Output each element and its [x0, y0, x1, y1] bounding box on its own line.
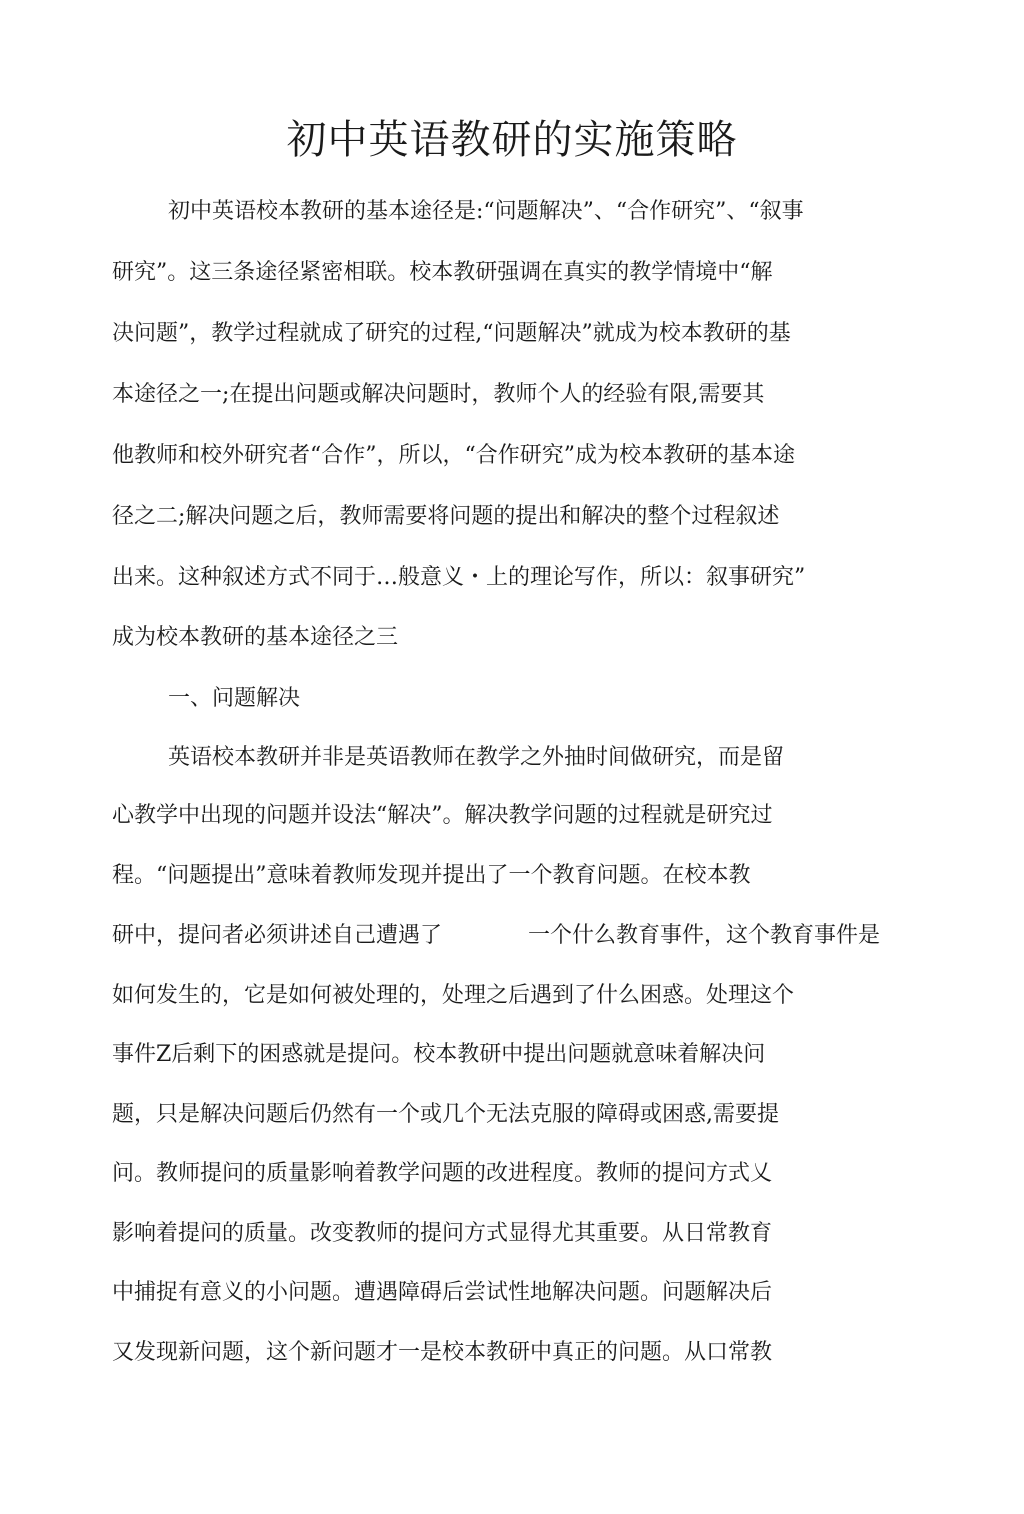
paragraph-line: 本途径之一;在提出问题或解决问题时，教师个人的经验有限,需要其 [112, 382, 765, 407]
paragraph-line: 程。“问题提出”意味着教师发现并提出了一个教育问题。在校本教 [112, 863, 751, 888]
paragraph-line: 他教师和校外研究者“合作”，所以，“合作研究”成为校本教研的基本途 [112, 443, 795, 468]
paragraph-line: 如何发生的，它是如何被处理的，处理之后遇到了什么困惑。处理这个 [112, 983, 795, 1008]
document-title: 初中英语教研的实施策略 [286, 117, 738, 163]
line-segment: 一个什么教育事件，这个教育事件是 [528, 923, 881, 948]
paragraph-line: 决问题”，教学过程就成了研究的过程,“问题解决”就成为校本教研的基 [112, 321, 791, 346]
paragraph-line: 题，只是解决问题后仍然有一个或几个无法克服的障碍或困惑,需要提 [112, 1102, 779, 1127]
paragraph-line: 问。教师提问的质量影响着教学问题的改进程度。教师的提问方式乂 [112, 1161, 773, 1186]
paragraph-line: 影响着提问的质量。改变教师的提问方式显得尤其重要。从日常教育 [112, 1221, 773, 1246]
paragraph-line: 初中英语校本教研的基本途径是:“问题解决”、“合作研究”、“叙事 [168, 199, 804, 224]
section-heading: 一、问题解决 [168, 686, 301, 711]
paragraph-line: 事件Z后剩下的困惑就是提问。校本教研中提出问题就意味着解决问 [112, 1042, 766, 1067]
paragraph-line: 中捕捉有意义的小问题。遭遇障碍后尝试性地解决问题。问题解决后 [112, 1280, 773, 1305]
paragraph-line [112, 921, 880, 951]
paragraph-line: 又发现新问题，这个新问题才一是校本教研中真正的问题。从口常教 [112, 1340, 773, 1365]
paragraph-line: 心教学中出现的问题并设法“解决”。解决教学问题的过程就是研究过 [112, 803, 773, 828]
paragraph-line: 径之二;解决问题之后，教师需要将问题的提出和解决的整个过程叙述 [112, 504, 780, 529]
paragraph-line: 英语校本教研并非是英语教师在教学之外抽时间做研究，而是留 [168, 745, 785, 770]
paragraph-line: 研究”。这三条途径紧密相联。校本教研强调在真实的教学情境中“解 [112, 260, 773, 285]
line-segment: 研中，提问者必须讲述自己遭遇了 [112, 923, 443, 948]
paragraph-line: 出来。这种叙述方式不同于…般意义・上的理论写作，所以：叙事研究” [112, 565, 806, 590]
paragraph-line: 成为校本教研的基本途径之三 [112, 625, 399, 650]
